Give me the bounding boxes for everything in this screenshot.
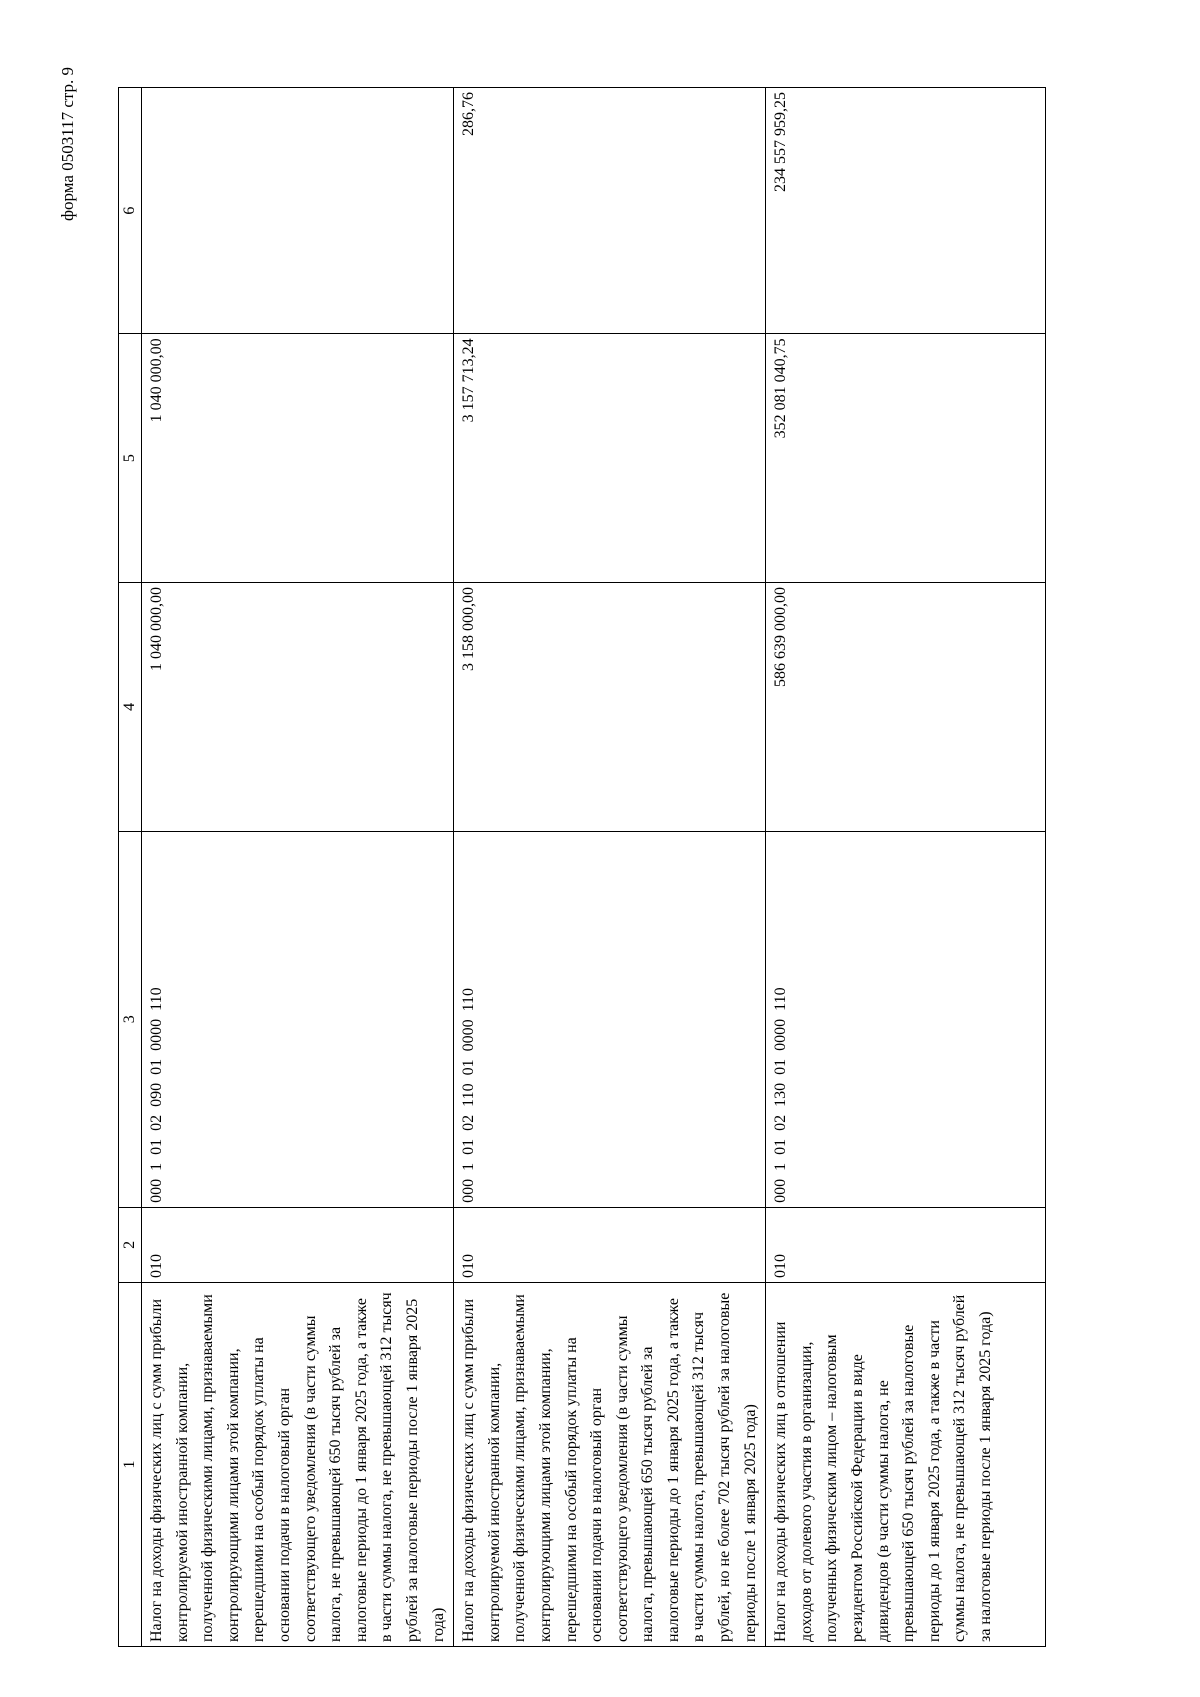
income-name-cell: Налог на доходы физических лиц с сумм прибыли контролируемой иностранной компании, полученной физическими лицами, признаваемыми контролирующими лицами этой компании, перешедшими на особый порядок уплаты на основании подачи в налоговый орган соответствующего уведомления (в части суммы налога, превышающей 650 тысяч рублей за налоговые периоды до 1 января 2025 года, а также в части суммы налога, превышающей 312 тысяч рублей, но не более 702 тысяч рублей за налоговые периоды после 1 января 2025 года): [454, 1283, 766, 1647]
unexecuted-amount-cell: 286,76: [454, 88, 766, 334]
line-code-cell: 010: [142, 1207, 454, 1282]
column-header-6: 6: [119, 88, 142, 334]
table-row: [766, 88, 1046, 1647]
column-number-row: [119, 88, 142, 1647]
column-header-2: 2: [119, 1207, 142, 1282]
income-name-cell: Налог на доходы физических лиц с сумм прибыли контролируемой иностранной компании, полученной физическими лицами, признаваемыми контролирующими лицами этой компании, перешедшими на особый порядок уплаты на основании подачи в налоговый орган соответствующего уведомления (в части суммы налога, не превышающей 650 тысяч рублей за налоговые периоды до 1 января 2025 года, а также в части суммы налога, не превышающей 312 тысяч рублей за налоговые периоды после 1 января 2025 года): [142, 1283, 454, 1647]
income-report-table: [118, 87, 1046, 1647]
executed-amount-cell: 1 040 000,00: [142, 334, 454, 583]
column-header-1: 1: [119, 1283, 142, 1647]
executed-amount-cell: 352 081 040,75: [766, 334, 1046, 583]
executed-amount-cell: 3 157 713,24: [454, 334, 766, 583]
budget-code-cell: 000 1 01 02 090 01 0000 110: [142, 831, 454, 1207]
approved-amount-cell: 586 639 000,00: [766, 583, 1046, 832]
approved-amount-cell: 1 040 000,00: [142, 583, 454, 832]
line-code-cell: 010: [454, 1207, 766, 1282]
budget-code-cell: 000 1 01 02 130 01 0000 110: [766, 831, 1046, 1207]
line-code-cell: 010: [766, 1207, 1046, 1282]
table-row: [454, 88, 766, 1647]
column-header-3: 3: [119, 831, 142, 1207]
table-row: [142, 88, 454, 1647]
income-name-cell: Налог на доходы физических лиц в отношении доходов от долевого участия в организации, полученных физическим лицом – налоговым резидентом Российской Федерации в виде дивидендов (в части суммы налога, не превышающей 650 тысяч рублей за налоговые периоды до 1 января 2025 года, а также в части суммы налога, не превышающей 312 тысяч рублей за налоговые периоды после 1 января 2025 года): [766, 1283, 1046, 1647]
budget-code-cell: 000 1 01 02 110 01 0000 110: [454, 831, 766, 1207]
column-header-4: 4: [119, 583, 142, 832]
column-header-5: 5: [119, 334, 142, 583]
approved-amount-cell: 3 158 000,00: [454, 583, 766, 832]
unexecuted-amount-cell: [142, 88, 454, 334]
form-reference: форма 0503117 стр. 9: [58, 67, 77, 221]
unexecuted-amount-cell: 234 557 959,25: [766, 88, 1046, 334]
